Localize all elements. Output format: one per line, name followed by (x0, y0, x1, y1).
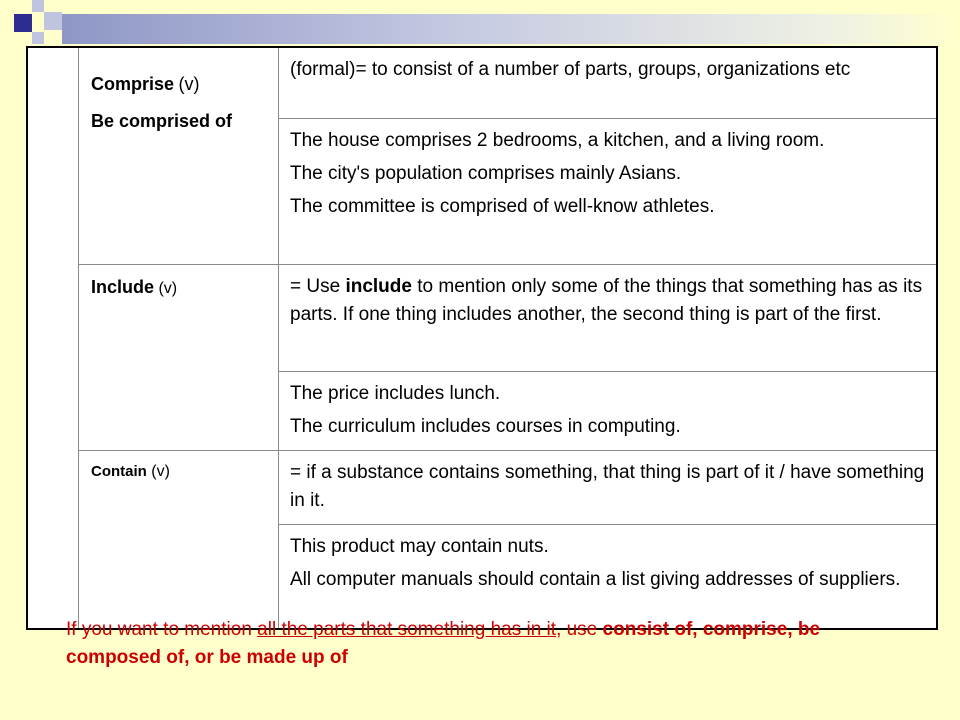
term-part-of-speech: (v) (158, 280, 178, 297)
term-extra: Be comprised of (91, 111, 233, 131)
examples-cell (279, 525, 938, 630)
example-text: This product may contain nuts. (290, 536, 549, 557)
example-text: The house comprises 2 bedrooms, a kitchen, and a living room. (290, 130, 825, 151)
table-row (27, 265, 937, 372)
definition-text (290, 273, 926, 329)
definition-cell (279, 451, 938, 525)
definition-text: (formal)= to consist of a number of parts, groups, organizations etc (290, 59, 851, 80)
term-cell-include (79, 265, 279, 451)
decor-square-light-1 (32, 0, 44, 12)
examples-cell (279, 372, 938, 451)
usage-note (66, 616, 906, 672)
definition-text: = if a substance contains something, that thing is part of it / have something in it. (290, 462, 925, 511)
example-text: The curriculum includes courses in computing. (290, 416, 681, 437)
example-text: The committee is comprised of well-know athletes. (290, 196, 715, 217)
blank-column (27, 47, 79, 629)
definition-pre: = Use (290, 276, 346, 297)
definition-post: to mention only some of the things that something has as its parts. If one thing includes another, the second thing is part of the first. (290, 276, 923, 325)
term-word: Contain (91, 463, 147, 480)
note-prefix: If you want to mention (66, 619, 258, 640)
note-middle: , use (556, 619, 603, 640)
vocabulary-table (26, 46, 938, 630)
decor-square-light-3 (32, 32, 44, 44)
example-text: All computer manuals should contain a list giving addresses of suppliers. (290, 569, 901, 590)
term-part-of-speech: (v) (178, 74, 200, 94)
definition-cell (279, 265, 938, 372)
term-cell-comprise (79, 47, 279, 265)
examples-cell (279, 119, 938, 265)
note-underlined: all the parts that something has in it (257, 619, 557, 640)
example-text: The city's population comprises mainly Asians. (290, 163, 682, 184)
note-bold: consist of, comprise, be composed of, or be made up of (66, 619, 821, 668)
term-part-of-speech: (v) (151, 463, 170, 480)
table-row (27, 451, 937, 525)
term-word: Comprise (91, 74, 175, 94)
example-text: The price includes lunch. (290, 383, 501, 404)
header-gradient-bar (62, 14, 960, 44)
definition-cell (279, 47, 938, 119)
decor-square-navy-1 (14, 14, 32, 32)
term-word: Include (91, 277, 155, 297)
term-cell-contain (79, 451, 279, 630)
definition-bold: include (345, 276, 412, 297)
table-row (27, 47, 937, 119)
decor-square-light-2 (44, 12, 62, 30)
